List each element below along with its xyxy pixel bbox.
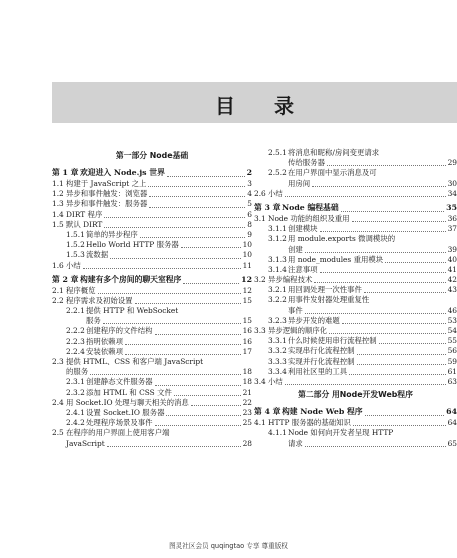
toc-entry[interactable]	[52, 377, 252, 387]
toc-page-number: 55	[447, 336, 457, 346]
leader-dots	[385, 261, 446, 263]
toc-entry-number: 2.2	[52, 295, 64, 305]
toc-entry[interactable]	[52, 408, 252, 418]
toc-entry-number: 2.4.1	[66, 407, 85, 417]
toc-page-number: 3	[247, 179, 252, 188]
toc-entry-number: 3.2	[254, 275, 266, 285]
toc-entry-number: 2.5.1	[268, 148, 287, 157]
toc-chapter[interactable]	[52, 166, 252, 179]
toc-entry[interactable]	[254, 148, 457, 158]
toc-entry[interactable]	[254, 275, 457, 285]
toc-entry-title: 用 Socket.IO 处理与聊天相关的消息	[66, 397, 189, 407]
toc-entry-title: 利用社区里的工具	[288, 366, 348, 376]
toc-entry[interactable]	[254, 158, 457, 168]
toc-entry-title: 请求	[288, 438, 303, 448]
toc-entry-number: 第 4 章	[254, 407, 281, 417]
leader-dots	[341, 210, 444, 212]
leader-dots	[183, 282, 239, 284]
toc-chapter[interactable]	[254, 201, 457, 214]
toc-entry[interactable]	[52, 347, 252, 357]
toc-entry[interactable]	[254, 326, 457, 336]
toc-page-number: 43	[447, 285, 457, 295]
toc-entry[interactable]	[254, 295, 457, 305]
leader-dots	[166, 414, 241, 416]
toc-entry-title: 在程序的用户界面上使用客户端	[66, 428, 170, 438]
toc-entry-title: 设置 Socket.IO 服务器	[86, 407, 165, 417]
toc-entry-title: Node 编程基础	[282, 202, 339, 212]
toc-entry-number: 第 2 章	[52, 274, 79, 284]
toc-entry-title: 将消息和昵称/房间变更请求	[288, 148, 380, 157]
toc-entry[interactable]	[52, 199, 252, 209]
toc-page-number: 56	[447, 346, 457, 356]
toc-entry-number: 4.1.1	[268, 428, 287, 438]
toc-page-number: 65	[447, 438, 457, 448]
toc-page-number: 18	[242, 377, 252, 387]
toc-entry-number: 3.4	[254, 376, 266, 386]
leader-dots	[148, 185, 245, 187]
toc-entry[interactable]	[52, 230, 252, 240]
toc-entry-number: 2.2.1	[66, 306, 85, 316]
toc-page-number: 39	[447, 244, 457, 254]
toc-chapter[interactable]	[254, 405, 457, 418]
toc-entry-title: 异步和事件触发：浏览器	[66, 189, 148, 199]
toc-entry-title: 构建于 JavaScript 之上	[66, 179, 147, 188]
toc-page-number: 9	[247, 229, 252, 239]
toc-entry-number: 第 3 章	[254, 202, 281, 212]
toc-entry-title: 小结	[66, 260, 81, 270]
leader-dots	[155, 384, 241, 386]
toc-page-number: 37	[447, 224, 457, 234]
toc-entry-number: 1.5.1	[66, 229, 85, 239]
toc-page-number: 36	[447, 213, 457, 223]
toc-entry-title: 异步编程技术	[268, 275, 313, 285]
toc-page-number: 41	[447, 264, 457, 274]
toc-entry-title: 程序概览	[66, 285, 96, 295]
toc-chapter[interactable]	[52, 273, 252, 286]
copyright-footer: 图灵社区会员 quqingtao 专享 尊重版权	[169, 542, 288, 550]
toc-entry[interactable]	[254, 214, 457, 224]
toc-page-number: 5	[247, 199, 252, 209]
toc-entry[interactable]	[52, 367, 252, 377]
toc-entry[interactable]	[52, 337, 252, 347]
toc-entry-number: 2.5.2	[268, 168, 287, 178]
toc-entry-number: 2.1	[52, 285, 64, 295]
toc-page-number: 10	[242, 240, 252, 250]
toc-entry-title: 用 node_modules 重用模块	[288, 254, 384, 264]
toc-entry[interactable]	[52, 261, 252, 271]
toc-entry[interactable]	[52, 296, 252, 306]
toc-entry-title: 提供 HTTP 和 WebSocket	[86, 306, 179, 316]
leader-dots	[364, 291, 446, 293]
toc-entry-title: 小结	[268, 188, 283, 198]
toc-page-number: 15	[242, 316, 252, 326]
toc-entry-number: 3.1	[254, 213, 266, 223]
toc-page-number: 35	[446, 202, 457, 212]
toc-page-number: 59	[447, 356, 457, 366]
toc-entry[interactable]	[52, 428, 252, 438]
page-title: 目 录	[215, 94, 310, 118]
toc-entry[interactable]	[254, 428, 457, 438]
leader-dots	[305, 312, 446, 314]
leader-dots	[90, 373, 241, 375]
toc-entry-title: 传给服务器	[288, 158, 325, 168]
toc-left-column	[52, 148, 252, 449]
toc-entry-number: 1.2	[52, 189, 64, 199]
toc-entry-number: 2.3	[52, 357, 64, 366]
toc-page-number: 64	[446, 407, 457, 417]
toc-entry-number: 3.1.4	[268, 264, 287, 274]
toc-entry-number: 3.1.3	[268, 254, 287, 264]
toc-entry-number: 3.2.1	[268, 285, 287, 295]
leader-dots	[320, 230, 446, 232]
leader-dots	[305, 251, 446, 253]
toc-page-number: 4	[247, 189, 252, 199]
toc-entry-title: 在用户界面中显示消息及可	[288, 168, 377, 178]
leader-dots	[314, 281, 446, 283]
toc-entry-number: 2.3.1	[66, 377, 85, 387]
toc-page-number: 22	[242, 397, 252, 407]
leader-dots	[149, 195, 245, 197]
leader-dots	[305, 445, 446, 447]
toc-entry-number: 3.1.2	[268, 234, 287, 244]
leader-dots	[135, 302, 241, 304]
toc-entry[interactable]	[254, 179, 457, 189]
leader-dots	[285, 383, 446, 385]
toc-entry-title: Node 功能的组织及重用	[268, 213, 350, 223]
toc-entry-title: 处理程序场景及事件	[86, 418, 153, 428]
toc-entry-title: 简单的异步程序	[86, 229, 138, 239]
toc-entry-number: 3.3.4	[268, 366, 287, 376]
toc-entry[interactable]	[254, 367, 457, 377]
toc-entry[interactable]	[52, 418, 252, 428]
toc-entry-number: 4.1	[254, 418, 266, 428]
toc-entry[interactable]	[52, 326, 252, 336]
part-heading: 第一部分 Node基础	[115, 151, 189, 160]
leader-dots	[103, 322, 241, 324]
toc-entry-title: 什么时候使用串行流程控制	[288, 336, 377, 346]
toc-entry[interactable]	[254, 245, 457, 255]
toc-page-number: 15	[242, 295, 252, 305]
leader-dots	[191, 404, 241, 406]
leader-dots	[83, 267, 241, 269]
leader-dots	[104, 226, 245, 228]
toc-entry-title: 小结	[268, 376, 283, 386]
toc-entry[interactable]	[52, 306, 252, 316]
toc-entry-title: 安装依赖项	[86, 346, 123, 356]
toc-entry-title: 创建静态文件服务器	[86, 377, 153, 387]
leader-dots	[329, 332, 446, 334]
leader-dots	[167, 175, 245, 177]
toc-entry[interactable]	[52, 250, 252, 260]
leader-dots	[140, 236, 245, 238]
toc-page-number: 16	[242, 336, 252, 346]
leader-dots	[181, 246, 241, 248]
toc-entry[interactable]	[52, 316, 252, 326]
toc-entry[interactable]	[254, 265, 457, 275]
leader-dots	[98, 292, 241, 294]
toc-entry[interactable]	[52, 357, 252, 367]
toc-entry-title: 异步开发的难题	[288, 315, 340, 325]
toc-entry-title: 构建 Node Web 程序	[282, 407, 363, 417]
title-banner	[52, 82, 457, 123]
toc-page-number: 42	[447, 275, 457, 285]
toc-entry[interactable]	[52, 388, 252, 398]
toc-entry-title: 流数据	[86, 250, 109, 260]
toc-entry-title: 服务	[86, 316, 101, 326]
toc-entry-number: 3.3.1	[268, 336, 287, 346]
toc-entry-title: 用 module.exports 微调模块的	[288, 234, 396, 244]
toc-entry-title: 异步和事件触发：服务器	[66, 199, 148, 209]
toc-entry[interactable]	[254, 224, 457, 234]
toc-entry[interactable]	[254, 168, 457, 178]
toc-page-number: 18	[242, 367, 252, 377]
toc-page-number: 30	[447, 178, 457, 188]
toc-entry-number: 2.4	[52, 397, 64, 407]
toc-page-number: 25	[242, 418, 252, 428]
toc-entry-number: 2.2.3	[66, 336, 85, 346]
toc-entry-number: 3.3.2	[268, 346, 287, 356]
leader-dots	[125, 343, 241, 345]
toc-entry-number: 1.6	[52, 260, 64, 270]
toc-page-number: 46	[447, 305, 457, 315]
toc-entry-number: 2.5	[52, 428, 64, 438]
toc-entry-title: 创建	[288, 244, 303, 254]
toc-entry-title: 指明依赖项	[86, 336, 123, 346]
toc-page-number: 23	[242, 407, 252, 417]
leader-dots	[155, 333, 241, 335]
toc-entry-title: 用事件发射器处理重复性	[288, 295, 370, 305]
toc-entry[interactable]	[52, 220, 252, 230]
toc-entry-title: HTTP 服务器的基础知识	[268, 418, 351, 428]
toc-entry[interactable]	[52, 240, 252, 250]
leader-dots	[320, 271, 446, 273]
leader-dots	[107, 445, 241, 447]
toc-entry-title: 默认 DIRT	[66, 219, 103, 229]
toc-page-number: 17	[242, 346, 252, 356]
toc-entry-title: 创建程序的文件结构	[86, 326, 153, 336]
leader-dots	[285, 195, 446, 197]
leader-dots	[349, 373, 446, 375]
toc-page-number: 10	[242, 250, 252, 260]
toc-entry-number: 1.4	[52, 209, 64, 219]
toc-entry-title: 的服务	[66, 367, 89, 377]
toc-entry[interactable]	[52, 398, 252, 408]
toc-page-number: 2	[246, 168, 252, 177]
leader-dots	[125, 353, 241, 355]
toc-entry-title: 构建有多个房间的聊天室程序	[80, 274, 182, 284]
toc-entry-title: 程序需求及初始设置	[66, 295, 133, 305]
toc-entry-title: JavaScript	[66, 438, 105, 448]
toc-entry-title: DIRT 程序	[66, 209, 103, 219]
toc-entry-number: 2.2.2	[66, 326, 85, 336]
leader-dots	[357, 363, 446, 365]
toc-entry[interactable]	[52, 189, 252, 199]
toc-entry-number: 3.3	[254, 326, 266, 335]
leader-dots	[365, 414, 444, 416]
leader-dots	[342, 322, 446, 324]
toc-entry-number: 1.5.2	[66, 240, 85, 250]
toc-entry-number: 2.3.2	[66, 387, 85, 397]
toc-entry-title: 用房间	[288, 178, 311, 188]
toc-entry-title: 创建模块	[288, 224, 318, 234]
toc-page-number: 8	[247, 219, 252, 229]
toc-entry-title: Hello World HTTP 服务器	[86, 240, 179, 250]
toc-entry-number: 3.2.3	[268, 315, 287, 325]
toc-entry-number: 2.2.4	[66, 346, 85, 356]
toc-entry-number: 第 1 章	[52, 168, 79, 177]
toc-page-number: 28	[242, 438, 252, 448]
leader-dots	[312, 185, 446, 187]
leader-dots	[352, 220, 446, 222]
leader-dots	[110, 257, 241, 259]
toc-entry[interactable]	[254, 336, 457, 346]
leader-dots	[327, 164, 446, 166]
toc-page-number: 40	[447, 254, 457, 264]
toc-entry-number: 3.3.3	[268, 356, 287, 366]
toc-entry[interactable]	[254, 316, 457, 326]
leader-dots	[379, 342, 446, 344]
toc-entry-number: 1.3	[52, 199, 64, 209]
toc-entry-number: 2.4.2	[66, 418, 85, 428]
leader-dots	[174, 394, 241, 396]
leader-dots	[104, 216, 245, 218]
toc-entry-title: 用回调处理一次性事件	[288, 285, 362, 295]
toc-entry[interactable]	[254, 418, 457, 428]
toc-entry[interactable]	[254, 189, 457, 199]
toc-entry-title: 异步逻辑的顺序化	[268, 326, 328, 335]
toc-entry[interactable]	[254, 346, 457, 356]
leader-dots	[149, 206, 245, 208]
toc-entry[interactable]	[254, 306, 457, 316]
toc-entry-title: 添加 HTML 和 CSS 文件	[86, 387, 172, 397]
leader-dots	[353, 424, 446, 426]
toc-entry[interactable]	[52, 210, 252, 220]
toc-page-number: 6	[247, 209, 252, 219]
toc-page-number: 53	[447, 315, 457, 325]
toc-entry[interactable]	[52, 179, 252, 189]
toc-right-column	[254, 148, 457, 449]
toc-entry-number: 3.2.2	[268, 295, 287, 305]
toc-entry[interactable]	[254, 234, 457, 244]
toc-entry[interactable]	[254, 357, 457, 367]
toc-entry[interactable]	[254, 439, 457, 449]
leader-dots	[155, 424, 241, 426]
toc-entry-number: 1.5.3	[66, 250, 85, 260]
part-heading: 第二部分 用Node开发Web程序	[298, 390, 413, 400]
toc-entry-number: 2.6	[254, 188, 266, 198]
toc-entry-number: 1.1	[52, 179, 64, 188]
leader-dots	[357, 353, 446, 355]
toc-page-number: 34	[447, 188, 457, 198]
toc-page-number: 54	[447, 326, 457, 335]
toc-entry-title: 欢迎进入 Node.js 世界	[80, 168, 165, 177]
toc-entry[interactable]	[254, 377, 457, 387]
toc-entry[interactable]	[254, 285, 457, 295]
toc-page-number: 63	[447, 376, 457, 386]
toc-entry-title: 提供 HTML、CSS 和客户端 JavaScript	[66, 357, 204, 366]
toc-entry-title: 注意事项	[288, 264, 318, 274]
toc-entry[interactable]	[52, 286, 252, 296]
toc-entry[interactable]	[254, 255, 457, 265]
toc-entry-number: 1.5	[52, 219, 64, 229]
toc-page-number: 12	[241, 274, 252, 284]
toc-page-number: 16	[242, 326, 252, 336]
toc-page-number: 64	[447, 418, 457, 428]
toc-entry[interactable]	[52, 439, 252, 449]
toc-entry-title: 实现串行化流程控制	[288, 346, 355, 356]
toc-entry-title: Node 如何向开发者呈现 HTTP	[288, 428, 394, 438]
toc-entry-title: 事件	[288, 305, 303, 315]
toc-page-number: 12	[242, 285, 252, 295]
toc-page-number: 29	[447, 158, 457, 168]
toc-page-number: 21	[242, 387, 252, 397]
toc-entry-number: 3.1.1	[268, 224, 287, 234]
toc-entry-title: 实现并行化流程控制	[288, 356, 355, 366]
toc-page-number: 61	[447, 366, 457, 376]
toc-page-number: 11	[242, 260, 252, 270]
